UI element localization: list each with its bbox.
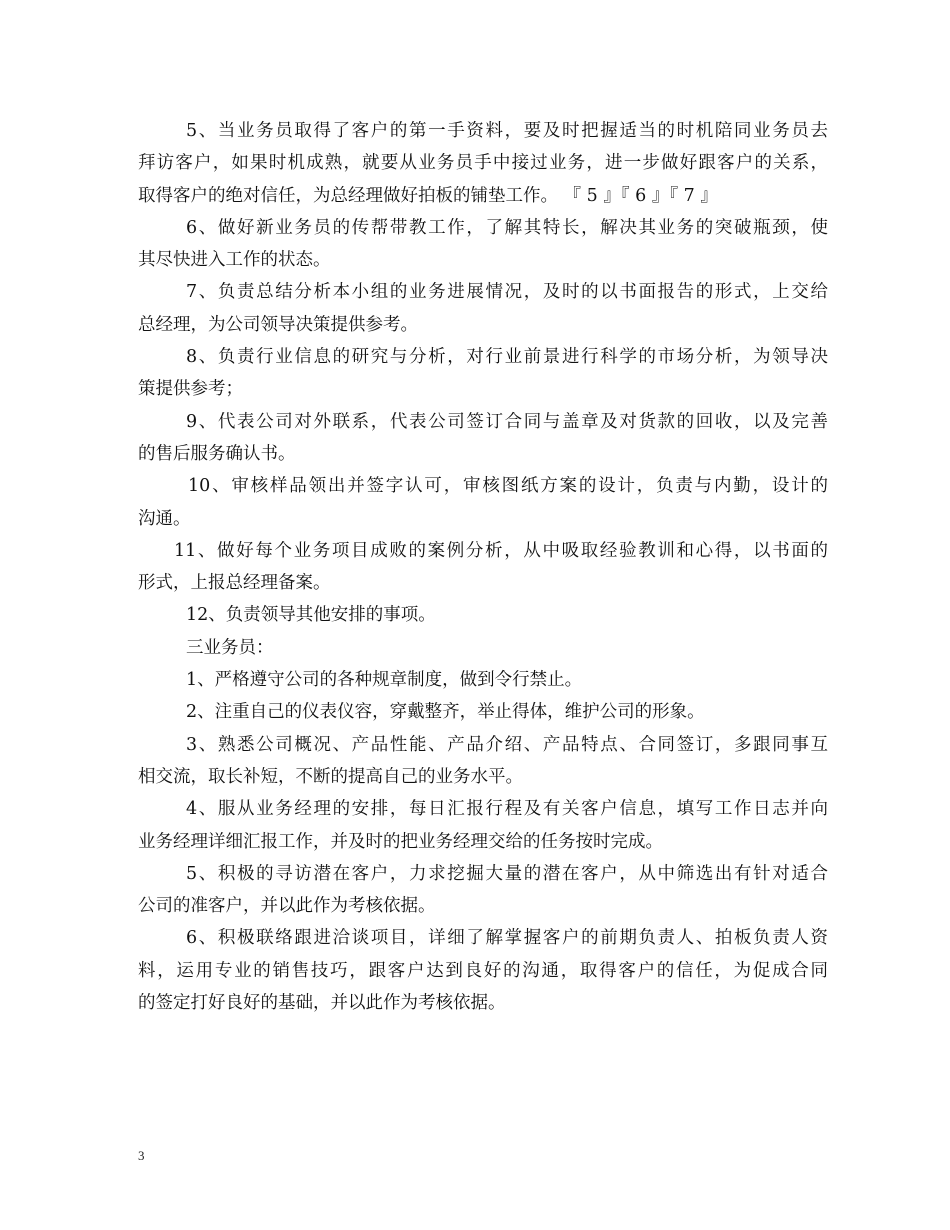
paragraph-line: 5、当业务员取得了客户的第一手资料，要及时把握适当的时机陪同业务员去	[186, 121, 828, 141]
paragraph-line: 总经理，为公司领导决策提供参考。	[138, 314, 418, 335]
paragraph-line: 的签定打好良好的基础，并以此作为考核依据。	[138, 993, 506, 1014]
paragraph-line: 2、注重自己的仪表仪容，穿戴整齐，举止得体，维护公司的形象。	[186, 702, 705, 723]
paragraph-line: 10、审核样品领出并签字认可，审核图纸方案的设计，负责与内勤，设计的	[188, 476, 828, 497]
paragraph-line: 4、服从业务经理的安排，每日汇报行程及有关客户信息，填写工作日志并向	[186, 799, 828, 820]
paragraph-line: 料，运用专业的销售技巧，跟客户达到良好的沟通，取得客户的信任，为促成合同	[138, 960, 828, 981]
paragraph-line: 12、负责领导其他安排的事项。	[186, 605, 436, 626]
paragraph-line: 8、负责行业信息的研究与分析，对行业前景进行科学的市场分析，为领导决	[186, 347, 828, 368]
section-heading: 三业务员：	[186, 637, 274, 658]
paragraph-line: 沟通。	[138, 508, 191, 529]
paragraph-line: 取得客户的绝对信任，为总经理做好拍板的铺垫工作。 『 5 』『 6 』『 7 』	[138, 185, 718, 206]
paragraph-line: 6、积极联络跟进洽谈项目，详细了解掌握客户的前期负责人、拍板负责人资	[186, 928, 828, 949]
paragraph-line: 5、积极的寻访潜在客户，力求挖掘大量的潜在客户，从中筛选出有针对适合	[186, 863, 828, 884]
paragraph-line: 策提供参考；	[138, 379, 243, 400]
paragraph-line: 拜访客户，如果时机成熟，就要从业务员手中接过业务，进一步做好跟客户的关系，	[138, 153, 828, 174]
document-body	[138, 115, 828, 1019]
paragraph-line: 业务经理详细汇报工作，并及时的把业务经理交给的任务按时完成。	[138, 831, 663, 852]
paragraph-line: 6、做好新业务员的传帮带教工作，了解其特长，解决其业务的突破瓶颈，使	[186, 217, 828, 238]
paragraph-line: 公司的准客户，并以此作为考核依据。	[138, 896, 436, 917]
paragraph-line: 相交流，取长补短，不断的提高自己的业务水平。	[138, 766, 523, 787]
page-number: 3	[138, 1148, 145, 1163]
paragraph-line: 形式，上报总经理备案。	[138, 573, 331, 594]
paragraph-line: 的售后服务确认书。	[138, 443, 296, 464]
paragraph-line: 9、代表公司对外联系，代表公司签订合同与盖章及对货款的回收，以及完善	[186, 411, 828, 432]
paragraph-line: 1、严格遵守公司的各种规章制度，做到令行禁止。	[186, 670, 583, 691]
paragraph-line: 11、做好每个业务项目成败的案例分析，从中吸取经验教训和心得，以书面的	[174, 540, 828, 561]
paragraph-line: 3、熟悉公司概况、产品性能、产品介绍、产品特点、合同签订，多跟同事互	[186, 734, 828, 755]
paragraph-line: 其尽快进入工作的状态。	[138, 250, 331, 271]
paragraph-line: 7、负责总结分析本小组的业务进展情况，及时的以书面报告的形式，上交给	[186, 282, 828, 303]
